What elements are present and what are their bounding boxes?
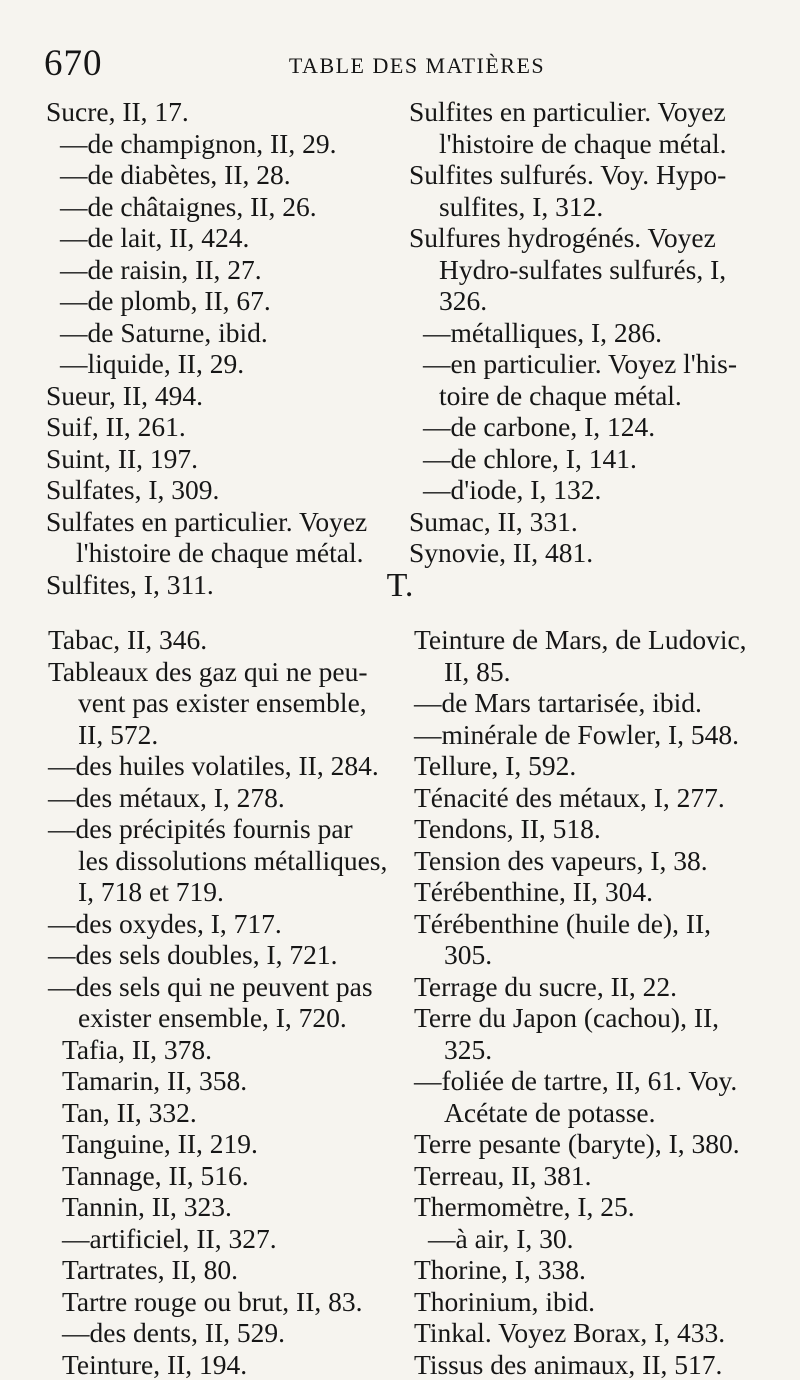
index-entry: Tabac, II, 346. — [48, 624, 387, 656]
index-column-t-right — [414, 624, 747, 1380]
index-entry: —de lait, II, 424. — [46, 222, 367, 254]
index-entry: —des dents, II, 529. — [48, 1317, 387, 1349]
index-entry: II, 85. — [414, 656, 747, 688]
index-entry: Thorine, I, 338. — [414, 1254, 747, 1286]
index-entry: Suif, II, 261. — [46, 411, 367, 443]
index-entry: —liquide, II, 29. — [46, 348, 367, 380]
index-column-s-left — [46, 96, 367, 600]
index-entry: Tension des vapeurs, I, 38. — [414, 845, 747, 877]
index-entry: Tamarin, II, 358. — [48, 1065, 387, 1097]
index-entry: Thermomètre, I, 25. — [414, 1191, 747, 1223]
index-entry: Terre du Japon (cachou), II, — [414, 1002, 747, 1034]
index-entry: Térébenthine (huile de), II, — [414, 908, 747, 940]
index-entry: Ténacité des métaux, I, 277. — [414, 782, 747, 814]
index-entry: Tanguine, II, 219. — [48, 1128, 387, 1160]
index-entry: l'histoire de chaque métal. — [46, 537, 367, 569]
index-entry: 325. — [414, 1034, 747, 1066]
index-entry: Tissus des animaux, II, 517. — [414, 1349, 747, 1380]
index-entry: Tannin, II, 323. — [48, 1191, 387, 1223]
index-entry: Teinture de Mars, de Ludovic, — [414, 624, 747, 656]
index-entry: —de plomb, II, 67. — [46, 285, 367, 317]
index-entry: 305. — [414, 939, 747, 971]
index-entry: —d'iode, I, 132. — [409, 474, 737, 506]
index-entry: sulfites, I, 312. — [409, 191, 737, 223]
index-entry: Tannage, II, 516. — [48, 1160, 387, 1192]
letter-heading: T. — [0, 566, 800, 606]
index-entry: vent pas exister ensemble, — [48, 687, 387, 719]
index-entry: Sulfates en particulier. Voyez — [46, 506, 367, 538]
index-entry: Tan, II, 332. — [48, 1097, 387, 1129]
index-entry: Sulfites en particulier. Voyez — [409, 96, 737, 128]
index-entry: Teinture, II, 194. — [48, 1349, 387, 1380]
index-entry: Tartre rouge ou brut, II, 83. — [48, 1286, 387, 1318]
index-entry: Sumac, II, 331. — [409, 506, 737, 538]
index-entry: Terreau, II, 381. — [414, 1160, 747, 1192]
index-entry: Suint, II, 197. — [46, 443, 367, 475]
page-number: 670 — [44, 42, 103, 86]
index-entry: —en particulier. Voyez l'his- — [409, 348, 737, 380]
index-entry: II, 572. — [48, 719, 387, 751]
index-entry: Tendons, II, 518. — [414, 813, 747, 845]
index-entry: 326. — [409, 285, 737, 317]
index-entry: —de diabètes, II, 28. — [46, 159, 367, 191]
index-column-t-left — [48, 624, 387, 1380]
index-entry: —de Saturne, ibid. — [46, 317, 367, 349]
index-entry: —des précipités fournis par — [48, 813, 387, 845]
index-entry: Terre pesante (baryte), I, 380. — [414, 1128, 747, 1160]
index-entry: Synovie, II, 481. — [409, 537, 737, 569]
index-entry: Tinkal. Voyez Borax, I, 433. — [414, 1317, 747, 1349]
index-entry: —de châtaignes, II, 26. — [46, 191, 367, 223]
index-entry: l'histoire de chaque métal. — [409, 128, 737, 160]
index-entry: —métalliques, I, 286. — [409, 317, 737, 349]
running-title: TABLE DES MATIÈRES — [44, 42, 760, 90]
index-entry: Sulfites, I, 311. — [46, 569, 367, 601]
index-entry: Tableaux des gaz qui ne peu- — [48, 656, 387, 688]
index-entry: toire de chaque métal. — [409, 380, 737, 412]
index-entry: —à air, I, 30. — [414, 1223, 747, 1255]
index-entry: —des métaux, I, 278. — [48, 782, 387, 814]
page-header — [44, 42, 760, 86]
index-entry: Acétate de potasse. — [414, 1097, 747, 1129]
index-entry: —des sels qui ne peuvent pas — [48, 971, 387, 1003]
index-entry: Terrage du sucre, II, 22. — [414, 971, 747, 1003]
index-entry: Sulfites sulfurés. Voy. Hypo- — [409, 159, 737, 191]
index-entry: Tellure, I, 592. — [414, 750, 747, 782]
index-entry: Térébenthine, II, 304. — [414, 876, 747, 908]
index-entry: les dissolutions métalliques, — [48, 845, 387, 877]
index-entry: Sulfates, I, 309. — [46, 474, 367, 506]
index-entry: —de champignon, II, 29. — [46, 128, 367, 160]
index-entry: —des sels doubles, I, 721. — [48, 939, 387, 971]
index-entry: Sueur, II, 494. — [46, 380, 367, 412]
index-column-s-right — [409, 96, 737, 569]
index-entry: Tartrates, II, 80. — [48, 1254, 387, 1286]
index-entry: Sulfures hydrogénés. Voyez — [409, 222, 737, 254]
index-entry: exister ensemble, I, 720. — [48, 1002, 387, 1034]
index-entry: I, 718 et 719. — [48, 876, 387, 908]
index-entry: Tafia, II, 378. — [48, 1034, 387, 1066]
index-entry: Sucre, II, 17. — [46, 96, 367, 128]
index-entry: —de carbone, I, 124. — [409, 411, 737, 443]
index-entry: —de chlore, I, 141. — [409, 443, 737, 475]
index-entry: Thorinium, ibid. — [414, 1286, 747, 1318]
index-entry: —des huiles volatiles, II, 284. — [48, 750, 387, 782]
index-entry: —de Mars tartarisée, ibid. — [414, 687, 747, 719]
index-entry: —foliée de tartre, II, 61. Voy. — [414, 1065, 747, 1097]
index-entry: —de raisin, II, 27. — [46, 254, 367, 286]
index-entry: —artificiel, II, 327. — [48, 1223, 387, 1255]
index-entry: —minérale de Fowler, I, 548. — [414, 719, 747, 751]
index-entry: Hydro-sulfates sulfurés, I, — [409, 254, 737, 286]
index-entry: —des oxydes, I, 717. — [48, 908, 387, 940]
